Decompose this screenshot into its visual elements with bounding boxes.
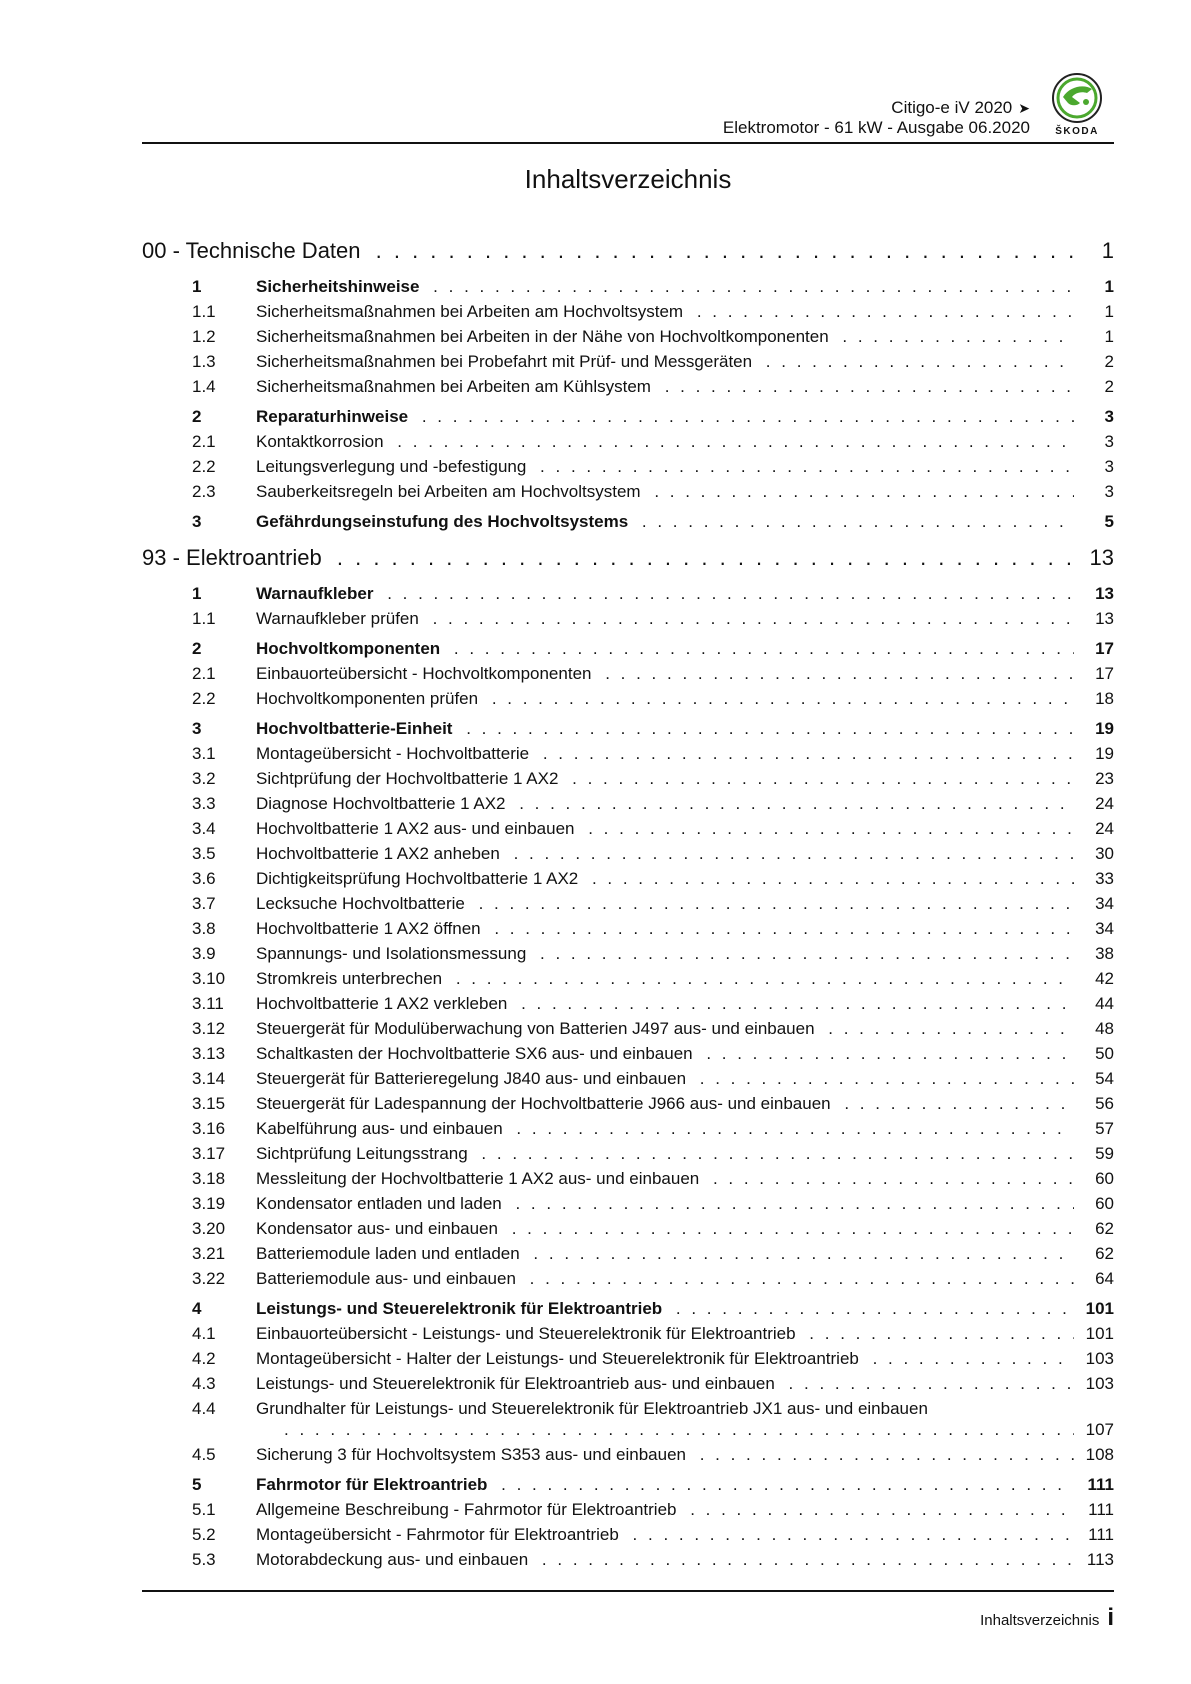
toc-number: 1.1 [192,609,216,628]
toc-entry[interactable] [142,1547,1114,1572]
toc-number: 3.7 [192,894,216,913]
toc-page-number: 33 [1095,869,1114,888]
toc-number: 3.11 [192,994,224,1013]
toc-entry[interactable] [142,891,1114,916]
toc-page-number: 23 [1095,769,1114,788]
toc-number: 3.6 [192,869,216,888]
toc-entry[interactable] [142,916,1114,941]
toc-entry[interactable] [142,1191,1114,1216]
toc-number: 1.4 [192,377,216,396]
toc-number: 3.21 [192,1244,226,1263]
toc-label: Dichtigkeitsprüfung Hochvoltbatterie 1 AX2 . . . [256,866,1074,891]
skoda-logo [1044,72,1110,142]
toc-label: Einbauorteübersicht - Hochvoltkomponenten . . . [256,661,1074,686]
toc-number: 3.22 [192,1269,226,1288]
toc-label: Gefährdungseinstufung des Hochvoltsystems . . . [256,509,1074,534]
toc-entry[interactable] [142,1321,1114,1346]
toc-number: 3.8 [192,919,216,938]
toc-page-number: 17 [1095,639,1114,658]
toc-number: 3.17 [192,1144,226,1163]
toc-section[interactable] [142,1296,1114,1321]
footer-label: Inhaltsverzeichnis [980,1612,1100,1629]
toc-entry[interactable] [142,791,1114,816]
toc-section[interactable] [142,274,1114,299]
toc-number: 3.10 [192,969,226,988]
toc-entry[interactable] [142,866,1114,891]
toc-label: Allgemeine Beschreibung - Fahrmotor für Elektroantrieb . . . [256,1497,1074,1522]
toc-page-number: 19 [1095,744,1114,763]
toc-label: Hochvoltbatterie 1 AX2 aus- und einbauen . . . [256,816,1074,841]
toc-page-number: 34 [1095,894,1114,913]
toc-number: 3.20 [192,1219,226,1238]
toc-label: Sicherheitsmaßnahmen bei Arbeiten am Hochvoltsystem . . . [256,299,1074,324]
page-footer [980,1604,1114,1632]
toc-label: Sicherung 3 für Hochvoltsystem S353 aus- und einbauen . . . [256,1442,1074,1467]
toc-number: 3.1 [192,744,216,763]
toc-number: 1.3 [192,352,216,371]
toc-entry[interactable] [142,661,1114,686]
toc-label: Steuergerät für Modulüberwachung von Batterien J497 aus- und einbauen . . . [256,1016,1074,1041]
toc-entry[interactable] [142,741,1114,766]
toc-label: Leistungs- und Steuerelektronik für Elektroantrieb aus- und einbauen . . . [256,1371,1074,1396]
toc-number: 2.1 [192,432,216,451]
toc-page-number: 18 [1095,689,1114,708]
toc-label: Schaltkasten der Hochvoltbatterie SX6 aus- und einbauen . . . [256,1041,1074,1066]
toc-number: 3.9 [192,944,216,963]
toc-entry[interactable] [142,1091,1114,1116]
toc-label: Sicherheitsmaßnahmen bei Arbeiten am Kühlsystem . . . [256,374,1074,399]
toc-entry[interactable] [142,324,1114,349]
toc-page-number: 111 [1088,1525,1114,1544]
toc-label: 93 - Elektroantrieb . . . [142,540,1074,576]
toc-label: Batteriemodule aus- und einbauen . . . [256,1266,1074,1291]
toc-label: Sauberkeitsregeln bei Arbeiten am Hochvoltsystem . . . [256,479,1074,504]
toc-label: Hochvoltkomponenten . . . [256,636,1074,661]
toc-page-number: 48 [1095,1019,1114,1038]
toc-number: 2.1 [192,664,216,683]
toc-page-number: 57 [1095,1119,1114,1138]
toc-entry[interactable] [142,1266,1114,1291]
toc-entry[interactable] [142,454,1114,479]
toc-label: Sicherheitsmaßnahmen bei Arbeiten in der Nähe von Hochvoltkomponenten . . . [256,324,1074,349]
toc-entry[interactable] [142,1041,1114,1066]
toc-entry[interactable] [142,1522,1114,1547]
toc-page-number: 62 [1095,1244,1114,1263]
arrow-icon: ➤ [1018,100,1030,116]
toc-entry[interactable] [142,1241,1114,1266]
toc-label: Hochvoltkomponenten prüfen . . . [256,686,1074,711]
toc-number: 2 [192,407,202,426]
toc-label: Kabelführung aus- und einbauen . . . [256,1116,1074,1141]
toc-entry[interactable] [142,991,1114,1016]
toc-entry[interactable] [142,1442,1114,1467]
toc-number: 3.3 [192,794,216,813]
toc-number: 4 [192,1299,202,1318]
toc-page-number: 1 [1101,238,1114,263]
toc-number: 3.16 [192,1119,226,1138]
toc-number: 3.18 [192,1169,226,1188]
toc-label: Hochvoltbatterie-Einheit . . . [256,716,1074,741]
toc-label: Sicherheitshinweise . . . [256,274,1074,299]
header-line2: Elektromotor - 61 kW - Ausgabe 06.2020 [722,118,1030,137]
toc-page-number: 3 [1104,457,1114,476]
toc-number: 1 [192,277,202,296]
toc-page-number: 56 [1095,1094,1114,1113]
toc-entry[interactable] [142,766,1114,791]
toc-chapter[interactable] [142,233,1114,269]
toc-entry[interactable] [142,1066,1114,1091]
toc-number: 5.3 [192,1550,216,1569]
toc-entry[interactable] [142,686,1114,711]
toc-label: Hochvoltbatterie 1 AX2 verkleben . . . [256,991,1074,1016]
toc-label: Hochvoltbatterie 1 AX2 anheben . . . [256,841,1074,866]
toc-page-number: 5 [1104,512,1114,531]
toc-entry[interactable] [142,349,1114,374]
toc-page-number: 13 [1089,545,1114,570]
toc-label: Leistungs- und Steuerelektronik für Elektroantrieb . . . [256,1296,1074,1321]
toc-section[interactable] [142,716,1114,741]
toc-label: Leitungsverlegung und -befestigung . . . [256,454,1074,479]
toc-label: Batteriemodule laden und entladen . . . [256,1241,1074,1266]
table-of-contents [142,233,1114,1572]
header-text [723,98,1030,138]
toc-number: 3 [192,512,202,531]
header-model: Citigo-e iV 2020 [891,98,1013,117]
toc-page-number: 111 [1088,1500,1114,1519]
toc-entry[interactable] [142,479,1114,504]
toc-label: Reparaturhinweise . . . [256,404,1074,429]
toc-page-number: 17 [1095,664,1114,683]
toc-entry[interactable] [142,1016,1114,1041]
toc-entry[interactable] [142,1216,1114,1241]
footer-rule [142,1590,1114,1592]
toc-entry[interactable] [142,1371,1114,1396]
toc-number: 3.19 [192,1194,226,1213]
toc-entry[interactable] [142,816,1114,841]
toc-number: 4.3 [192,1374,216,1393]
toc-page-number: 101 [1085,1324,1114,1343]
toc-number: 5.2 [192,1525,216,1544]
toc-label: Kondensator entladen und laden . . . [256,1191,1074,1216]
toc-entry[interactable] [142,299,1114,324]
toc-number: 4.1 [192,1324,216,1343]
toc-label: Messleitung der Hochvoltbatterie 1 AX2 aus- und einbauen . . . [256,1166,1074,1191]
toc-page-number: 108 [1085,1445,1114,1464]
toc-number: 3.12 [192,1019,226,1038]
toc-page-number: 13 [1095,584,1114,603]
footer-page-number: i [1107,1604,1114,1631]
toc-label: Sichtprüfung Leitungsstrang . . . [256,1141,1074,1166]
toc-page-number: 1 [1104,277,1114,296]
toc-number: 3 [192,719,202,738]
toc-page-number: 24 [1095,794,1114,813]
toc-page-number: 101 [1085,1299,1114,1318]
toc-number: 1 [192,584,202,603]
toc-number: 2.3 [192,482,216,501]
toc-label: Montageübersicht - Fahrmotor für Elektroantrieb . . . [256,1522,1074,1547]
toc-section[interactable] [142,509,1114,534]
toc-page-number: 64 [1095,1269,1114,1288]
toc-label: Warnaufkleber prüfen . . . [256,606,1074,631]
skoda-emblem-icon [1044,72,1110,124]
toc-page-number: 3 [1104,407,1114,426]
toc-page-number: 111 [1087,1475,1114,1494]
toc-label: 00 - Technische Daten . . . [142,233,1074,269]
header-rule [142,142,1114,144]
toc-page-number: 60 [1095,1169,1114,1188]
toc-label: Steuergerät für Ladespannung der Hochvoltbatterie J966 aus- und einbauen . . . [256,1091,1074,1116]
toc-page-number: 24 [1095,819,1114,838]
toc-entry[interactable] [142,841,1114,866]
toc-page-number: 60 [1095,1194,1114,1213]
toc-label: Einbauorteübersicht - Leistungs- und Steuerelektronik für Elektroantrieb . . . [256,1321,1074,1346]
toc-page-number: 50 [1095,1044,1114,1063]
toc-label: Hochvoltbatterie 1 AX2 öffnen . . . [256,916,1074,941]
header-line1 [723,98,1030,118]
toc-number: 4.5 [192,1445,216,1464]
toc-page-number: 19 [1095,719,1114,738]
toc-label: Montageübersicht - Halter der Leistungs- und Steuerelektronik für Elektroantrieb . . . [256,1346,1074,1371]
toc-number: 5 [192,1475,202,1494]
toc-page-number: 103 [1085,1349,1114,1368]
toc-label: Steuergerät für Batterieregelung J840 aus- und einbauen . . . [256,1066,1074,1091]
toc-number: 3.14 [192,1069,226,1088]
toc-page-number: 1 [1104,302,1114,321]
toc-entry[interactable] [142,1116,1114,1141]
toc-section[interactable] [142,1472,1114,1497]
toc-page-number: 30 [1095,844,1114,863]
toc-entry[interactable] [142,1497,1114,1522]
toc-label: Lecksuche Hochvoltbatterie . . . [256,891,1074,916]
toc-label: Motorabdeckung aus- und einbauen . . . [256,1547,1074,1572]
toc-entry[interactable] [142,1346,1114,1371]
toc-page-number: 113 [1086,1550,1114,1569]
toc-number: 3.5 [192,844,216,863]
toc-label: Grundhalter für Leistungs- und Steuerelektronik für Elektroantrieb JX1 aus- und einbauen [256,1399,928,1418]
brand-wordmark: ŠKODA [1055,126,1099,137]
toc-leader-dots [284,1417,1074,1442]
page-header [142,70,1114,142]
toc-number: 3.4 [192,819,216,838]
toc-page-number: 44 [1095,994,1114,1013]
toc-page-number: 54 [1095,1069,1114,1088]
toc-label: Kontaktkorrosion . . . [256,429,1074,454]
toc-label: Diagnose Hochvoltbatterie 1 AX2 . . . [256,791,1074,816]
toc-number: 2 [192,639,202,658]
toc-page-number: 62 [1095,1219,1114,1238]
toc-label: Spannungs- und Isolationsmessung . . . [256,941,1074,966]
toc-number: 3.15 [192,1094,226,1113]
toc-entry[interactable] [142,429,1114,454]
toc-number: 4.2 [192,1349,216,1368]
toc-label: Montageübersicht - Hochvoltbatterie . . . [256,741,1074,766]
toc-label: Fahrmotor für Elektroantrieb . . . [256,1472,1074,1497]
toc-page-number: 103 [1085,1374,1114,1393]
toc-label: Warnaufkleber . . . [256,581,1074,606]
toc-number: 4.4 [192,1399,216,1418]
toc-label: Sicherheitsmaßnahmen bei Probefahrt mit Prüf- und Messgeräten . . . [256,349,1074,374]
toc-number: 3.2 [192,769,216,788]
toc-entry[interactable] [142,966,1114,991]
toc-page-number: 38 [1095,944,1114,963]
toc-section[interactable] [142,581,1114,606]
toc-section[interactable] [142,404,1114,429]
toc-page-number: 2 [1104,352,1114,371]
toc-page-number: 34 [1095,919,1114,938]
toc-entry[interactable] [142,374,1114,399]
page-title: Inhaltsverzeichnis [524,164,732,194]
toc-label: Sichtprüfung der Hochvoltbatterie 1 AX2 . . . [256,766,1074,791]
toc-page-number: 2 [1104,377,1114,396]
toc-page-number: 59 [1095,1144,1114,1163]
toc-page-number: 42 [1095,969,1114,988]
toc-entry[interactable] [142,941,1114,966]
toc-entry[interactable] [142,606,1114,631]
toc-page-number: 13 [1095,609,1114,628]
toc-page-number: 3 [1104,432,1114,451]
toc-number: 2.2 [192,689,216,708]
toc-number: 3.13 [192,1044,226,1063]
toc-number: 1.2 [192,327,216,346]
toc-chapter[interactable] [142,540,1114,576]
toc-label: Stromkreis unterbrechen . . . [256,966,1074,991]
toc-entry[interactable] [142,1396,1114,1442]
toc-page-number: 3 [1104,482,1114,501]
toc-number: 5.1 [192,1500,216,1519]
toc-number: 2.2 [192,457,216,476]
toc-entry[interactable] [142,1166,1114,1191]
toc-section[interactable] [142,636,1114,661]
toc-number: 1.1 [192,302,216,321]
toc-page-number: 107 [1085,1420,1114,1439]
toc-entry[interactable] [142,1141,1114,1166]
toc-label: Kondensator aus- und einbauen . . . [256,1216,1074,1241]
toc-page-number: 1 [1104,327,1114,346]
